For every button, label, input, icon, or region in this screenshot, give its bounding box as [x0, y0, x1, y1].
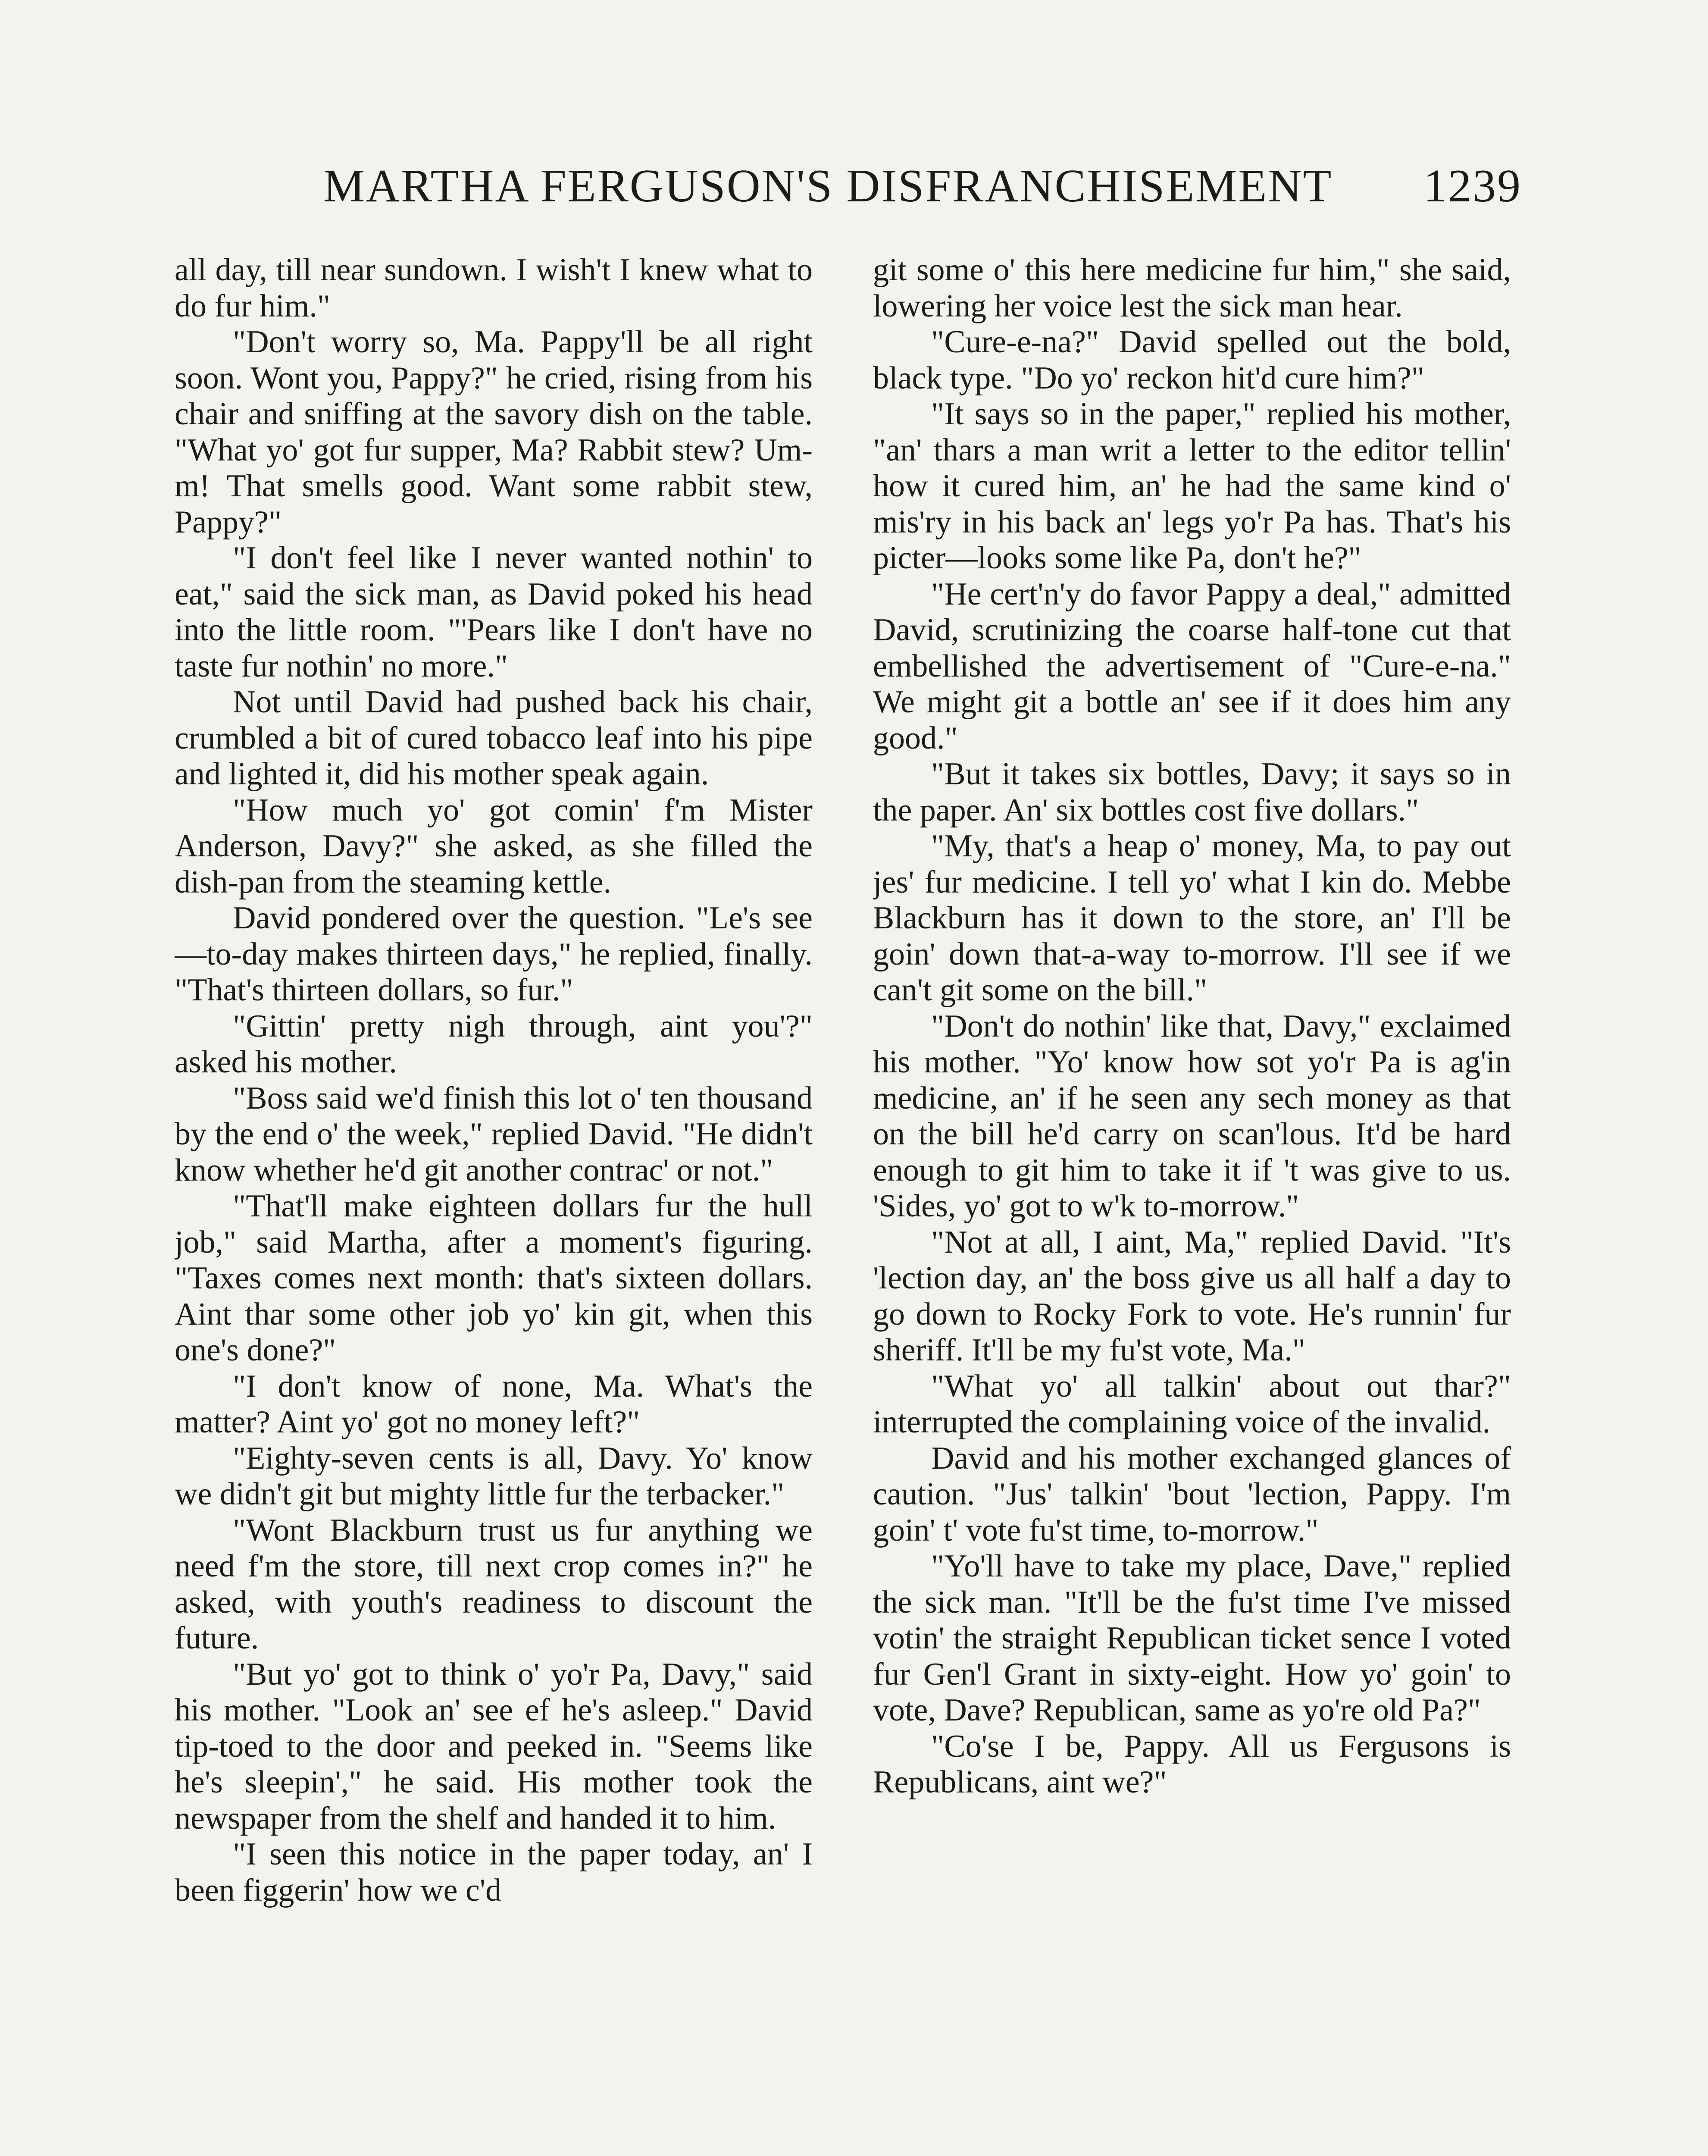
paragraph: "He cert'n'y do favor Pappy a deal," admitted David, scrutinizing the coarse half-tone cut that embellished the advertisement of "Cure-e-na." We might git a bottle an' see if it does him any good.": [873, 576, 1511, 756]
paragraph: "Co'se I be, Pappy. All us Fergusons is Republicans, aint we?": [873, 1728, 1511, 1800]
paragraph: "What yo' all talkin' about out thar?" interrupted the complaining voice of the invalid.: [873, 1368, 1511, 1440]
paragraph: "I don't know of none, Ma. What's the matter? Aint yo' got no money left?": [175, 1368, 813, 1440]
paragraph: "Gittin' pretty nigh through, aint you'?" asked his mother.: [175, 1008, 813, 1080]
paragraph: all day, till near sundown. I wish't I knew what to do fur him.": [175, 252, 813, 324]
paragraph: "Boss said we'd finish this lot o' ten thousand by the end o' the week," replied David. "He didn't know whether he'd git another contrac' or not.": [175, 1080, 813, 1188]
paragraph: "Cure-e-na?" David spelled out the bold, black type. "Do yo' reckon hit'd cure him?": [873, 324, 1511, 396]
paragraph: "It says so in the paper," replied his mother, "an' thars a man writ a letter to the editor tellin' how it cured him, an' he had the same kind o' mis'ry in his back an' legs yo'r Pa has. That's his picter—looks some like Pa, don't he?": [873, 396, 1511, 576]
left-column: [175, 252, 813, 2156]
paragraph: Not until David had pushed back his chair, crumbled a bit of cured tobacco leaf into his pipe and lighted it, did his mother speak again.: [175, 684, 813, 792]
paragraph: "My, that's a heap o' money, Ma, to pay out jes' fur medicine. I tell yo' what I kin do. Mebbe Blackburn has it down to the store, an' I'll be goin' down that-a-way to-morrow. I'll see if we can't git some on the bill.": [873, 828, 1511, 1008]
paragraph: David pondered over the question. "Le's see—to-day makes thirteen days," he replied, finally. "That's thirteen dollars, so fur.": [175, 900, 813, 1008]
paragraph: "Eighty-seven cents is all, Davy. Yo' know we didn't git but mighty little fur the terbacker.": [175, 1440, 813, 1512]
page-title: MARTHA FERGUSON'S DISFRANCHISEMENT: [323, 160, 1333, 212]
paragraph: David and his mother exchanged glances of caution. "Jus' talkin' 'bout 'lection, Pappy. I'm goin' t' vote fu'st time, to-morrow.": [873, 1440, 1511, 1548]
paragraph: "But yo' got to think o' yo'r Pa, Davy," said his mother. "Look an' see ef he's asleep." David tip-toed to the door and peeked in. "Seems like he's sleepin'," he said. His mother took the newspaper from the shelf and handed it to him.: [175, 1656, 813, 1836]
paragraph: "I seen this notice in the paper today, an' I been figgerin' how we c'd: [175, 1836, 813, 1908]
paragraph: "Yo'll have to take my place, Dave," replied the sick man. "It'll be the fu'st time I've missed votin' the straight Republican ticket sence I voted fur Gen'l Grant in sixty-eight. How yo' goin' to vote, Dave? Republican, same as yo're old Pa?": [873, 1548, 1511, 1728]
paragraph: "Don't do nothin' like that, Davy," exclaimed his mother. "Yo' know how sot yo'r Pa is ag'in medicine, an' if he seen any sech money as that on the bill he'd carry on scan'lous. It'd be hard enough to git him to take it if 't was give to us. 'Sides, yo' got to w'k to-morrow.": [873, 1008, 1511, 1224]
paragraph: "How much yo' got comin' f'm Mister Anderson, Davy?" she asked, as she filled the dish-pan from the steaming kettle.: [175, 792, 813, 900]
page-number: 1239: [1423, 160, 1522, 212]
paragraph: "But it takes six bottles, Davy; it says so in the paper. An' six bottles cost five dollars.": [873, 756, 1511, 828]
right-column: [873, 252, 1511, 2156]
paragraph: git some o' this here medicine fur him," she said, lowering her voice lest the sick man hear.: [873, 252, 1511, 324]
text-columns: [175, 252, 1511, 2156]
paragraph: "Don't worry so, Ma. Pappy'll be all right soon. Wont you, Pappy?" he cried, rising from his chair and sniffing at the savory dish on the table. "What yo' got fur supper, Ma? Rabbit stew? Um-m! That smells good. Want some rabbit stew, Pappy?": [175, 324, 813, 540]
paragraph: "Not at all, I aint, Ma," replied David. "It's 'lection day, an' the boss give us all half a day to go down to Rocky Fork to vote. He's runnin' fur sheriff. It'll be my fu'st vote, Ma.": [873, 1224, 1511, 1368]
running-head: [323, 160, 1522, 213]
paragraph: "Wont Blackburn trust us fur anything we need f'm the store, till next crop comes in?" he asked, with youth's readiness to discount the future.: [175, 1512, 813, 1656]
paragraph: "That'll make eighteen dollars fur the hull job," said Martha, after a moment's figuring. "Taxes comes next month: that's sixteen dollars. Aint thar some other job yo' kin git, when this one's done?": [175, 1188, 813, 1368]
paragraph: "I don't feel like I never wanted nothin' to eat," said the sick man, as David poked his head into the little room. "'Pears like I don't have no taste fur nothin' no more.": [175, 540, 813, 684]
